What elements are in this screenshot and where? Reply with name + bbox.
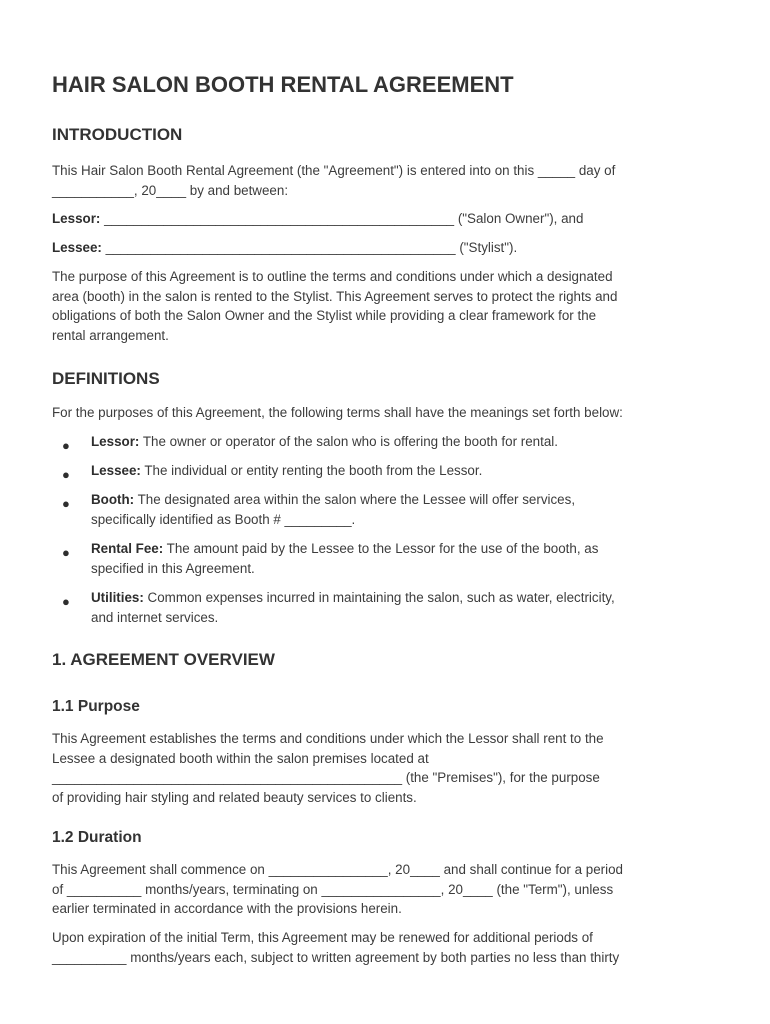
purpose-section-paragraph [52,729,720,807]
agreement-overview-heading: 1. AGREEMENT OVERVIEW [52,650,275,669]
definition-text: Common expenses incurred in maintaining the salon, such as water, electricity, [143,590,615,605]
introduction-line-2: ___________, 20____ by and between: [52,182,289,198]
duration-line: of __________ months/years, terminating on ________________, 20____ (the "Term"), unless [52,881,614,897]
definition-body [91,539,721,578]
definition-text: The individual or entity renting the booth from the Lessor. [140,463,483,478]
purpose-line: area (booth) in the salon is rented to the Stylist. This Agreement serves to protect the rights and [52,288,618,304]
definition-text: The owner or operator of the salon who is offering the booth for rental. [139,434,558,449]
definition-text-continued: and internet services. [91,609,219,625]
bullet-icon: ● [62,545,70,560]
bullet-icon: ● [62,594,70,609]
duration-line: This Agreement shall commence on ________________, 20____ and shall continue for a period [52,862,623,877]
definition-term: Rental Fee: [91,541,164,556]
definition-term: Booth: [91,492,135,507]
definition-text-continued: specified in this Agreement. [91,560,255,576]
duration-line: earlier terminated in accordance with the provisions herein. [52,901,402,917]
lessee-line [52,238,517,258]
introduction-paragraph [52,161,720,200]
purpose-section-line: Lessee a designated booth within the salon premises located at [52,750,429,766]
lessee-blank: _______________________________________________ ("Stylist"). [101,240,518,255]
lessee-label: Lessee: [52,240,102,255]
purpose-line: rental arrangement. [52,327,169,343]
purpose-section-line: This Agreement establishes the terms and conditions under which the Lessor shall rent to the [52,731,604,746]
document-title: HAIR SALON BOOTH RENTAL AGREEMENT [52,72,514,97]
definition-body [91,432,721,452]
definition-text: The amount paid by the Lessee to the Lessor for the use of the booth, as [163,541,599,556]
lessor-line [52,209,583,229]
definition-term: Utilities: [91,590,144,605]
definition-body [91,588,721,627]
introduction-line-1: This Hair Salon Booth Rental Agreement (the "Agreement") is entered into on this _____ day of [52,163,616,178]
purpose-section-line: _______________________________________________ (the "Premises"), for the purpose [52,770,600,786]
purpose-line: The purpose of this Agreement is to outline the terms and conditions under which a designated [52,269,613,284]
definitions-intro: For the purposes of this Agreement, the following terms shall have the meanings set forth below: [52,405,623,420]
bullet-icon: ● [62,438,70,453]
definition-body [91,490,721,529]
purpose-line: obligations of both the Salon Owner and the Stylist while providing a clear framework for the [52,308,597,324]
purpose-subheading: 1.1 Purpose [52,698,140,715]
purpose-section-line: of providing hair styling and related beauty services to clients. [52,789,417,805]
duration-subheading: 1.2 Duration [52,829,142,846]
definition-text-continued: specifically identified as Booth # _________. [91,511,356,527]
renewal-line: Upon expiration of the initial Term, this Agreement may be renewed for additional periods of [52,930,593,945]
lessor-label: Lessor: [52,211,101,226]
definition-term: Lessor: [91,434,140,449]
purpose-paragraph [52,267,720,345]
renewal-line: __________ months/years each, subject to written agreement by both parties no less than thirty [52,949,620,965]
definition-body [91,461,721,481]
lessor-blank: _______________________________________________ ("Salon Owner"), and [100,211,584,226]
definition-text: The designated area within the salon where the Lessee will offer services, [134,492,576,507]
definition-term: Lessee: [91,463,141,478]
introduction-heading: INTRODUCTION [52,125,183,144]
bullet-icon: ● [62,496,70,511]
duration-paragraph [52,860,720,919]
renewal-paragraph [52,928,720,967]
bullet-icon: ● [62,467,70,482]
definitions-heading: DEFINITIONS [52,369,160,388]
